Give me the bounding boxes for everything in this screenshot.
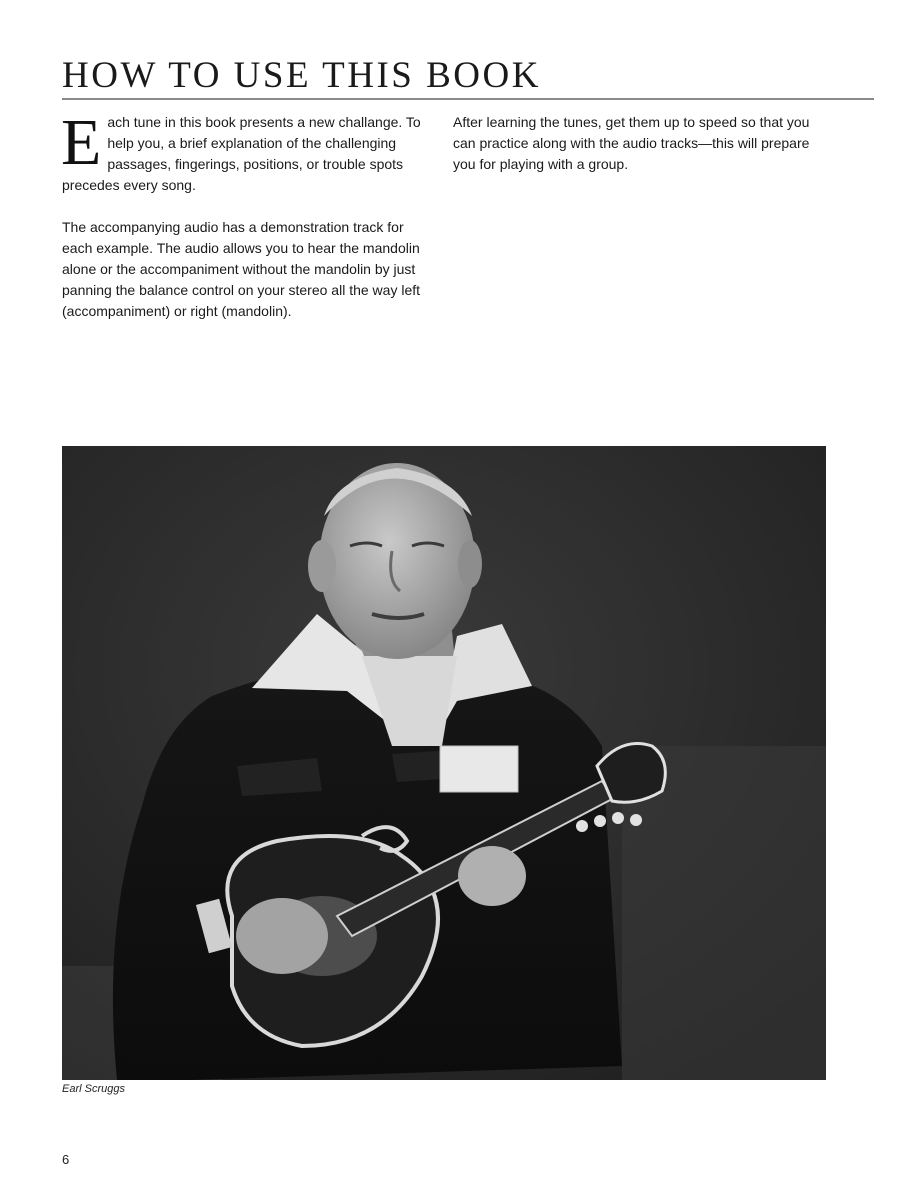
speed-paragraph: After learning the tunes, get them up to speed so that you can practice along with the audio tracks—this will prepare you for playing with a group. [453,114,810,172]
drop-cap-letter: E [61,106,102,179]
title-divider [62,98,874,100]
intro-paragraph-text: ach tune in this book presents a new challange. To help you, a brief explanation of the challenging passages, fingerings, positions, or trouble spots precedes every song. [62,114,421,193]
audio-paragraph: The accompanying audio has a demonstration track for each example. The audio allows you to hear the mandolin alone or the accompaniment without the mandolin by just panning the balance control on your stereo all the way left (accompaniment) or right (mandolin). [62,219,421,319]
left-column [61,106,428,343]
page-number: 6 [62,1152,70,1167]
musician-photo [62,446,826,1080]
mandolin-player-illustration [62,446,826,1080]
intro-paragraph [61,106,428,196]
photo-caption: Earl Scruggs [62,1083,125,1095]
page-title: HOW TO USE THIS BOOK [62,55,541,96]
right-column [453,112,833,196]
